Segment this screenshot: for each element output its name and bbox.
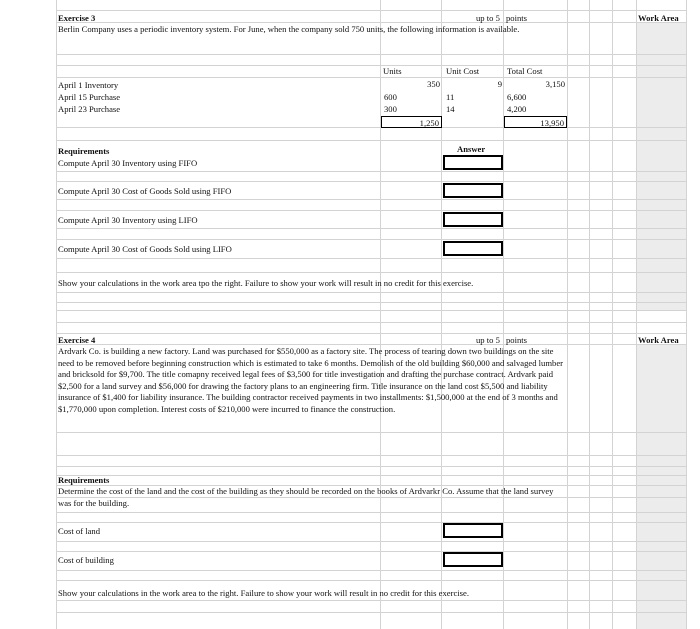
header-units: Units <box>383 66 402 76</box>
total-cost-cell <box>504 116 567 128</box>
grid-line <box>686 0 687 629</box>
exercise4-title: Exercise 4 <box>58 335 96 345</box>
grid-line <box>636 0 637 629</box>
grid-line <box>567 0 568 629</box>
exercise3-description: Berlin Company uses a periodic inventory system. For June, when the company sold 750 units, the following information is available. <box>58 24 520 34</box>
requirement-item: Compute April 30 Inventory using FIFO <box>58 158 198 168</box>
exercise3-work-area-label: Work Area <box>638 13 679 23</box>
inventory-row-units: 600 <box>384 92 397 102</box>
inventory-row-label: April 15 Purchase <box>58 92 121 102</box>
exercise3-requirements-heading: Requirements <box>58 146 110 156</box>
work-area-column-ex4[interactable] <box>637 344 686 629</box>
inventory-row-unit-cost: 11 <box>446 92 455 102</box>
answer-input-cost-of-land[interactable] <box>443 523 503 538</box>
requirement-item: Compute April 30 Cost of Goods Sold using FIFO <box>58 186 232 196</box>
exercise4-footer-note: Show your calculations in the work area to the right. Failure to show your work will result in no credit for this exercise. <box>58 588 469 598</box>
answer-input-fifo-inventory[interactable] <box>443 155 503 170</box>
cost-of-building-label: Cost of building <box>58 555 114 565</box>
inventory-row-total-cost: 4,200 <box>507 104 527 114</box>
requirement-item: Compute April 30 Cost of Goods Sold using LIFO <box>58 244 232 254</box>
header-total-cost: Total Cost <box>507 66 543 76</box>
answer-input-fifo-cogs[interactable] <box>443 183 503 198</box>
grid-line <box>380 0 381 629</box>
exercise3-footer-note: Show your calculations in the work area tpo the right. Failure to show your work will result in no credit for this exercise. <box>58 278 474 288</box>
inventory-row-label: April 23 Purchase <box>58 104 121 114</box>
inventory-row-label: April 1 Inventory <box>58 80 119 90</box>
total-units-cell <box>381 116 442 128</box>
exercise3-title: Exercise 3 <box>58 13 96 23</box>
exercise3-points-label: points <box>506 13 528 23</box>
cost-of-land-label: Cost of land <box>58 526 101 536</box>
inventory-row-units: 350 <box>427 79 440 89</box>
grid-line <box>56 0 57 629</box>
answer-input-lifo-cogs[interactable] <box>443 241 503 256</box>
grid-line <box>589 0 590 629</box>
requirement-item: Compute April 30 Inventory using LIFO <box>58 215 198 225</box>
exercise4-requirements-heading: Requirements <box>58 475 110 485</box>
answer-input-lifo-inventory[interactable] <box>443 212 503 227</box>
header-unit-cost: Unit Cost <box>446 66 480 76</box>
total-units: 1,250 <box>419 118 439 128</box>
grid-line <box>612 0 613 629</box>
answer-heading: Answer <box>457 144 486 154</box>
exercise4-requirements-text: Determine the cost of the land and the cost of the building as they should be recorded on the books of Ardvarkr Co. Assume that the land survey was for the building. <box>58 486 554 508</box>
inventory-row-total-cost: 3,150 <box>545 79 565 89</box>
exercise4-points-label: points <box>506 335 528 345</box>
inventory-row-total-cost: 6,600 <box>507 92 527 102</box>
exercise3-points: up to 5 <box>476 13 500 23</box>
exercise4-work-area-label: Work Area <box>638 335 679 345</box>
grid-line <box>441 0 442 629</box>
inventory-row-unit-cost: 9 <box>497 79 502 89</box>
grid-line <box>503 0 504 629</box>
total-cost: 13,950 <box>540 118 564 128</box>
exercise4-description: Ardvark Co. is building a new factory. Land was purchased for $550,000 as a factory site. The process of tearing down two buildings on the site need to be removed before beginning construction which is estimated to take 6 months. Demolish of the old building $60,000 and salvaged lumber and bricksold for $9,700. The title comapny received legal fees of $3,500 for title investigation and drafting the purchase contract. Ardvark paid $2,500 for a land survey and $56,000 for drawing the factory plans to an engineering firm. Title insurance on the land cost $5,500 and liability insurance of $1,400 for liability insurance. The building contractor received payments in two installments: $1,500,000 at the end of 3 months and $1,770,000 upon completion. Interest costs of $210,000 were incurred to finance the construction. <box>58 346 564 414</box>
inventory-row-unit-cost: 14 <box>446 104 455 114</box>
inventory-row-units: 300 <box>384 104 397 114</box>
answer-input-cost-of-building[interactable] <box>443 552 503 567</box>
exercise4-points: up to 5 <box>476 335 500 345</box>
